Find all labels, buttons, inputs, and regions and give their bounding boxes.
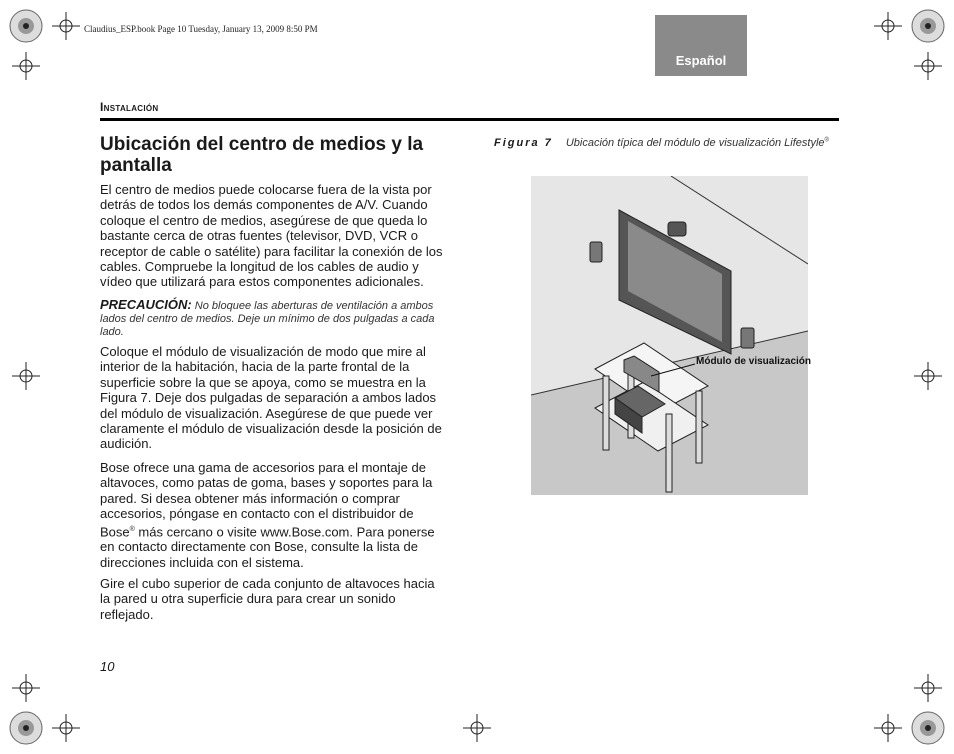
paragraph-speaker-cube: Gire el cubo superior de cada conjunto de altavoces hacia la pared u otra superficie dura para crear un sonido reflejado. xyxy=(100,576,435,622)
paragraph-media-center: El centro de medios puede colocarse fuera de la vista por detrás de todos los demás componentes de A/V. Cuando coloque el centro de medios, asegúrese de que queda lo bastante cerca de otras fuentes (televisor, DVD, VCR o receptor de cable o satélite) para facilitar la conexión de los cables. Compruebe la longitud de los cables de audio y vídeo que utilizará para estos componentes adicionales. xyxy=(100,182,443,290)
crosshair-icon xyxy=(52,714,80,742)
crosshair-icon xyxy=(914,362,942,390)
figure-caption-text: Ubicación típica del módulo de visualización Lifestyle xyxy=(565,137,825,149)
section-title: Instalación xyxy=(100,100,159,114)
language-tab-label: Español xyxy=(675,53,727,68)
page-heading: Ubicación del centro de medios y la pantalla xyxy=(100,134,424,176)
registration-target-icon xyxy=(910,710,946,746)
accessories-text-b: más cercano o visite www.Bose.com. Para ponerse en contacto directamente con Bose, consulte la lista de direcciones incluida con el sistema. xyxy=(100,523,435,570)
crosshair-icon xyxy=(12,52,40,80)
accessories-text-a: Bose ofrece una gama de accesorios para el montaje de altavoces, como patas de goma, bases y soportes para la pared. Si desea obtener más información o comprar accesorios, póngase en contacto con el distribuidor de Bose xyxy=(100,460,433,539)
section-rule xyxy=(100,118,839,121)
figure-caption xyxy=(494,137,829,149)
figure-caption-registered: ® xyxy=(824,137,829,144)
registration-target-icon xyxy=(8,8,44,44)
figure-callout-display-module: Módulo de visualización xyxy=(696,356,812,367)
registration-target-icon xyxy=(8,710,44,746)
book-meta-line: Claudius_ESP.book Page 10 Tuesday, January 13, 2009 8:50 PM xyxy=(84,24,318,34)
crosshair-icon xyxy=(874,12,902,40)
registration-target-icon xyxy=(910,8,946,44)
figure-label: Figura 7 xyxy=(494,137,553,149)
page-number: 10 xyxy=(100,659,115,674)
paragraph-display-module: Coloque el módulo de visualización de modo que mire al interior de la habitación, hacia de la parte frontal de la superficie sobre la que se apoya, como se muestra en la Figura 7. Deje dos pulgadas de separación a ambos lados del módulo de visualización. Asegúrese de que puede ver claramente el módulo de visualización desde la posición de audición. xyxy=(100,344,442,452)
crosshair-icon xyxy=(12,674,40,702)
crosshair-icon xyxy=(52,12,80,40)
crosshair-icon xyxy=(463,714,491,742)
caution-label: PRECAUCIÓN: xyxy=(100,297,192,312)
caution-note xyxy=(100,298,445,339)
caution-text: No bloquee las aberturas de ventilación a ambos lados del centro de medios. Deje un mínimo de dos pulgadas a cada lado. xyxy=(100,300,435,338)
paragraph-accessories xyxy=(100,460,445,570)
registered-mark: ® xyxy=(129,525,135,533)
language-tab xyxy=(655,15,747,76)
crosshair-icon xyxy=(914,674,942,702)
crosshair-icon xyxy=(914,52,942,80)
placement-illustration xyxy=(531,176,808,495)
crosshair-icon xyxy=(12,362,40,390)
crosshair-icon xyxy=(874,714,902,742)
